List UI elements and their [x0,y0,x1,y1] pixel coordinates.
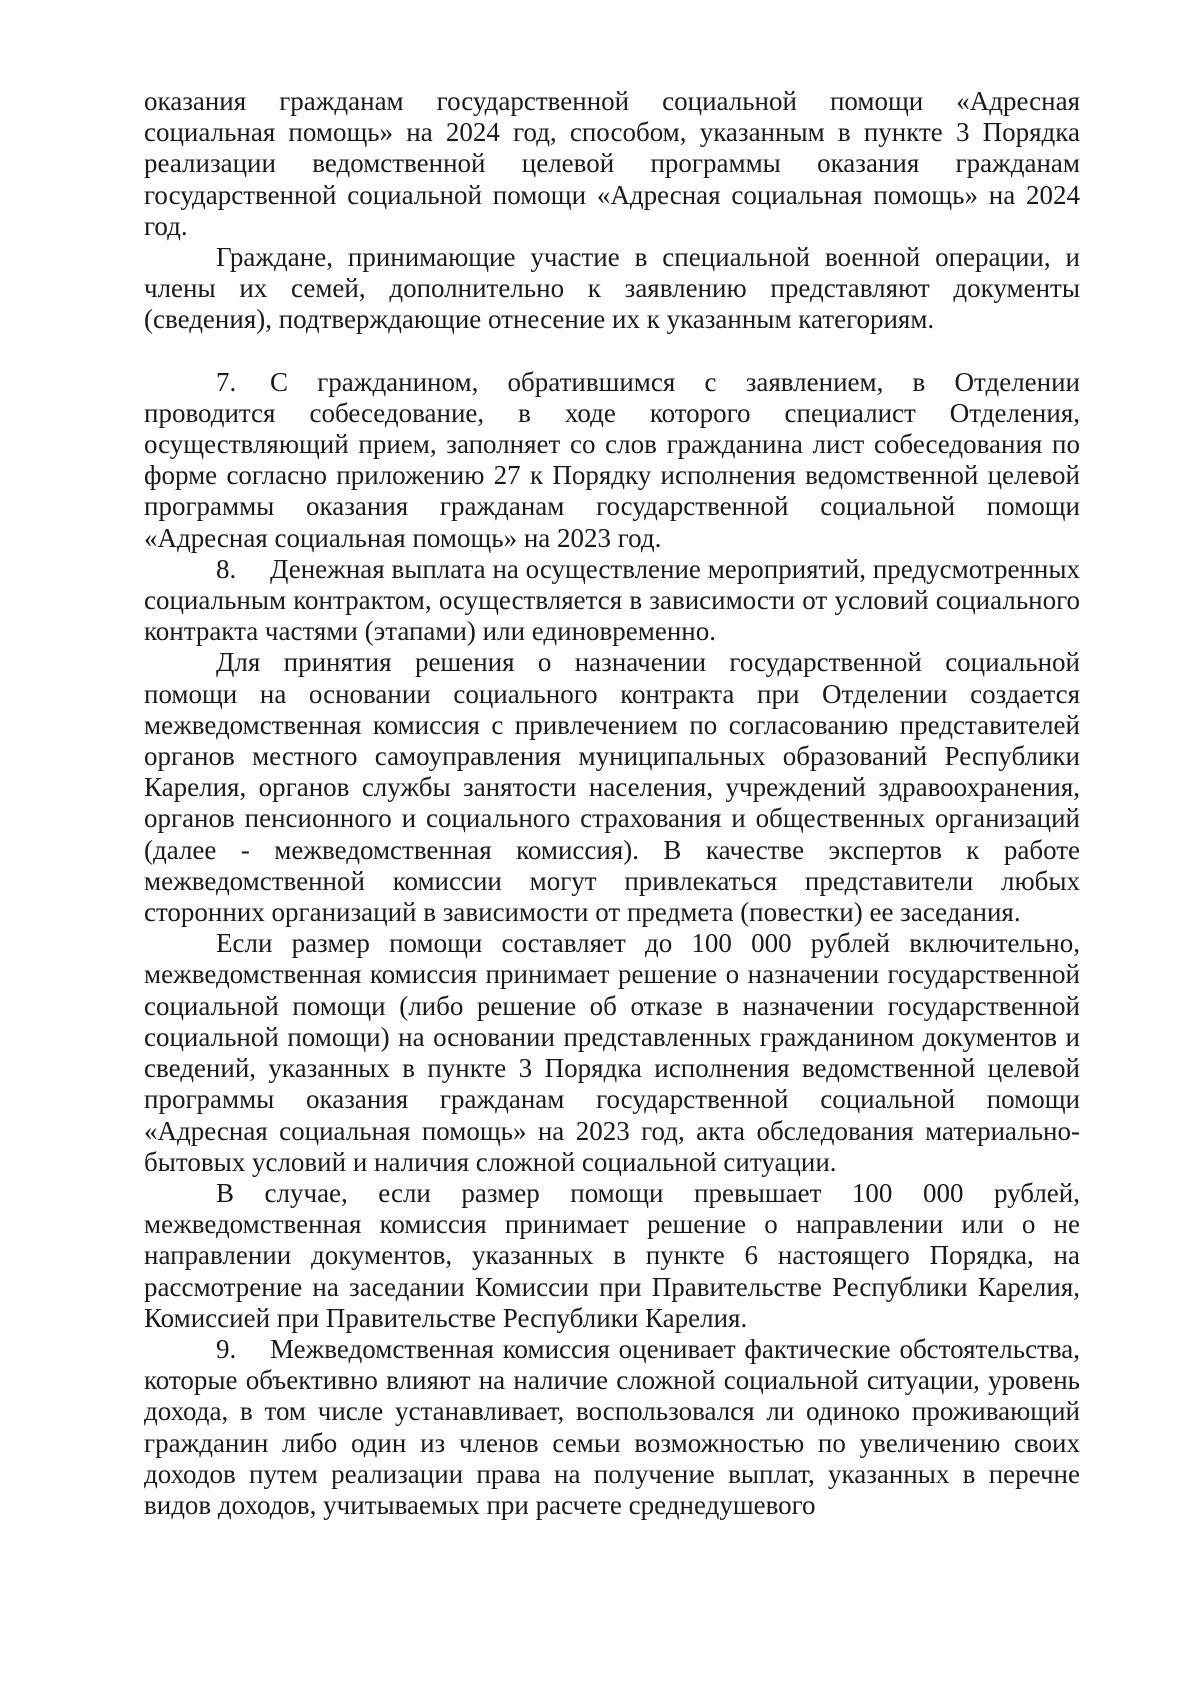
paragraph-svo-participants [144,242,1080,336]
paragraph-text: Межведомственная комиссия оценивает фактические обстоятельства, которые объективно влияют на наличие сложной социальной ситуации, уровень дохода, в том числе устанавливает, воспользовался ли одиноко проживающий гражданин либо один из членов семьи возможностью по увеличению своих доходов путем реализации права на получение выплат, указанных в перечне видов доходов, учитываемых при расчете среднедушевого [144,1333,1080,1520]
paragraph-item-7 [144,367,1080,554]
paragraph-over-100000 [144,1178,1080,1334]
paragraph-text: С гражданином, обратившимся с заявлением, в Отделении проводится собеседование, в ходе которого специалист Отделения, осуществляющий прием, заполняет со слов гражданина лист собеседования по форме согласно приложению 27 к Порядку исполнения ведомственной целевой программы оказания гражданам государственной социальной помощи «Адресная социальная помощь» на 2023 год. [144,366,1080,553]
item-number: 9. [216,1333,237,1364]
paragraph-text: Для принятия решения о назначении государственной социальной помощи на основании социального контракта при Отделении создается межведомственная комиссия с привлечением по согласованию представителей органов местного самоуправления муниципальных образований Республики Карелия, органов службы занятости населения, учреждений здравоохранения, органов пенсионного и социального страхования и общественных организаций (далее - межведомственная комиссия). В качестве экспертов к работе межведомственной комиссии могут привлекаться представители любых сторонних организаций в зависимости от предмета (повестки) ее заседания. [144,647,1080,928]
paragraph-text: Если размер помощи составляет до 100 000 рублей включительно, межведомственная комиссия принимает решение о назначении государственной социальной помощи (либо решение об отказе в назначении государственной социальной помощи) на основании представленных гражданином документов и сведений, указанных в пункте 3 Порядка исполнения ведомственной целевой программы оказания гражданам государственной социальной помощи «Адресная социальная помощь» на 2023 год, акта обследования материально-бытовых условий и наличия сложной социальной ситуации. [144,928,1080,1177]
item-number: 8. [216,553,237,584]
paragraph-item-9 [144,1334,1080,1521]
item-number: 7. [216,366,237,397]
paragraph-text: оказания гражданам государственной социальной помощи «Адресная социальная помощь» на 2024 год, способом, указанным в пункте 3 Порядка реализации ведомственной целевой программы оказания гражданам государственной социальной помощи «Адресная социальная помощь» на 2024 год. [144,86,1080,241]
paragraph-text: Денежная выплата на осуществление мероприятий, предусмотренных социальным контрактом, осуществляется в зависимости от условий социального контракта частями (этапами) или единовременно. [144,553,1080,647]
paragraph-text: В случае, если размер помощи превышает 100 000 рублей, межведомственная комиссия принимает решение о направлении или о не направлении документов, указанных в пункте 6 настоящего Порядка, на рассмотрение на заседании Комиссии при Правительстве Республики Карелия, Комиссией при Правительстве Республики Карелия. [144,1177,1080,1333]
paragraph-continuation [144,86,1080,242]
paragraph-up-to-100000 [144,928,1080,1178]
paragraph-commission [144,647,1080,928]
paragraph-item-8 [144,554,1080,648]
paragraph-text: Граждане, принимающие участие в специальной военной операции, и члены их семей, дополнительно к заявлению представляют документы (сведения), подтверждающие отнесение их к указанным категориям. [144,242,1080,335]
document-page [144,86,1080,1521]
